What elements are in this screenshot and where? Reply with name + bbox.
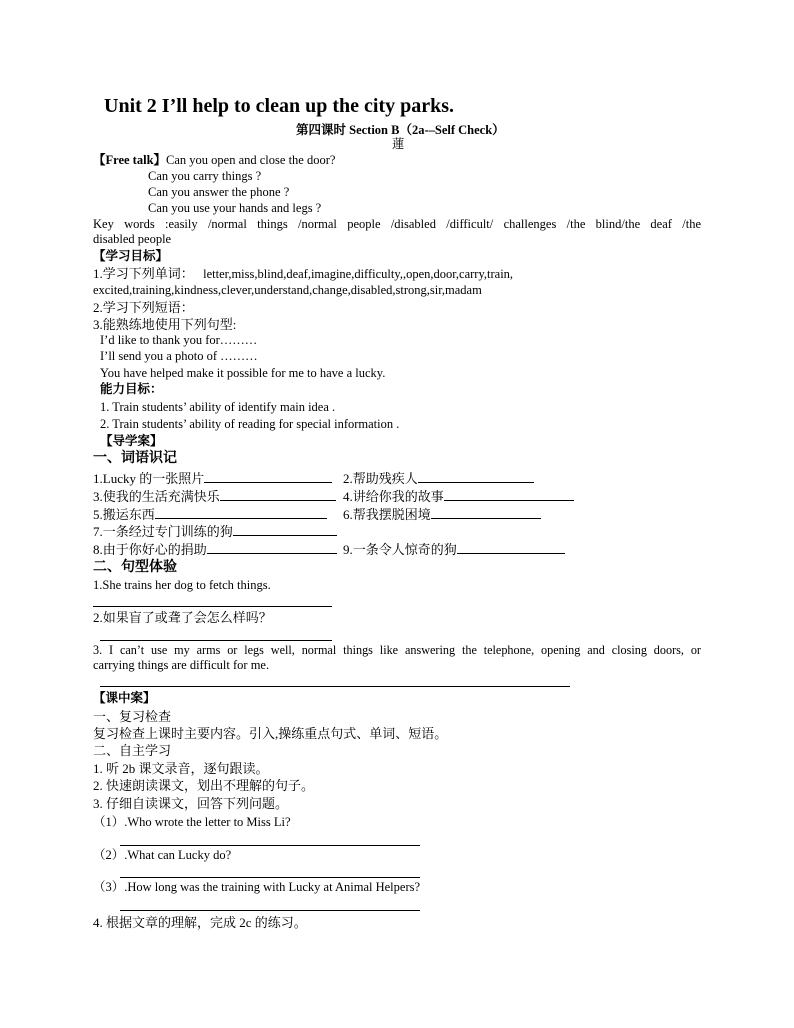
free-talk-label: 【Free talk】 — [93, 153, 167, 167]
objective-3: 3.能熟练地使用下列句型: — [93, 317, 237, 332]
answer-blank[interactable] — [457, 541, 565, 554]
vocab-item-8: 8.由于你好心的捐助 — [93, 541, 337, 557]
objectives-header: 【学习目标】 — [93, 249, 169, 263]
answer-blank[interactable] — [431, 506, 541, 519]
pattern-3: You have helped make it possible for me to have a lucky. — [100, 366, 386, 380]
page-subtitle: 第四课时 Section B（2a-–Self Check） — [296, 123, 505, 137]
review-text: 复习检查上课时主要内容。引入,操练重点句式、单词、短语。 — [93, 726, 448, 741]
answer-blank[interactable] — [207, 541, 337, 554]
vocab-item-4: 4.讲给你我的故事 — [343, 488, 574, 504]
author-mark: 蓮 — [392, 137, 405, 151]
objective-1-words-a: letter,miss,blind,deaf,imagine,difficulty,,open,door,carry,train, — [203, 267, 514, 281]
pattern-2: I’ll send you a photo of ……… — [100, 349, 258, 363]
objective-1 — [93, 266, 513, 282]
answer-blank[interactable] — [233, 523, 337, 536]
sentence-item-3-line-1: 3. I can’t use my arms or legs well, normal things like answering the telephone, opening and closing doors, or — [93, 643, 701, 657]
answer-blank[interactable] — [444, 488, 574, 501]
study-step-2: 2. 快速朗读课文，划出不理解的句子。 — [93, 778, 315, 793]
free-talk-question-1: Can you open and close the door? — [166, 153, 336, 167]
keywords-line-1: Key words :easily /normal things /normal people /disabled /difficult/ challenges /the blind/the deaf /the — [93, 217, 701, 231]
vocab-item-6: 6.帮我摆脱困境 — [343, 506, 541, 522]
sentence-item-3-line-2: carrying things are difficult for me. — [93, 658, 270, 672]
review-header: 一、复习检查 — [93, 709, 172, 724]
study-step-3: 3. 仔细自读课文，回答下列问题。 — [93, 796, 289, 811]
reading-question-1: （1）.Who wrote the letter to Miss Li? — [93, 815, 291, 829]
vocab-item-2: 2.帮助残疾人 — [343, 470, 534, 486]
answer-line[interactable] — [100, 640, 332, 641]
vocab-item-1: 1.Lucky 的一张照片 — [93, 470, 332, 486]
answer-line[interactable] — [120, 877, 420, 878]
lesson-header: 【课中案】 — [93, 691, 156, 705]
answer-blank[interactable] — [155, 506, 327, 519]
answer-line[interactable] — [120, 910, 420, 911]
objective-1-label: 1.学习下列单词： — [93, 266, 194, 281]
reading-question-3: （3）.How long was the training with Lucky at Animal Helpers? — [93, 880, 421, 894]
answer-blank[interactable] — [204, 470, 332, 483]
keywords-line-2: disabled people — [93, 232, 172, 246]
sentence-section-header: 二、句型体验 — [93, 560, 177, 575]
answer-blank[interactable] — [418, 470, 534, 483]
study-step-1: 1. 听 2b 课文录音，逐句跟读。 — [93, 761, 269, 776]
vocab-section-header: 一、词语识记 — [93, 451, 177, 466]
answer-line[interactable] — [120, 845, 420, 846]
page-title: Unit 2 I’ll help to clean up the city parks. — [104, 95, 455, 117]
vocab-item-3: 3.使我的生活充满快乐 — [93, 488, 336, 504]
vocab-item-7: 7.一条经过专门训练的狗 — [93, 523, 337, 539]
ability-2: 2. Train students’ ability of reading for special information . — [100, 417, 400, 431]
sentence-item-1: 1.She trains her dog to fetch things. — [93, 578, 271, 592]
guide-header: 【导学案】 — [100, 434, 163, 448]
vocab-item-9: 9.一条令人惊奇的狗 — [343, 541, 565, 557]
reading-question-2: （2）.What can Lucky do? — [93, 848, 232, 862]
self-study-header: 二、自主学习 — [93, 743, 172, 758]
free-talk-question-3: Can you answer the phone ? — [148, 185, 290, 199]
pattern-1: I’d like to thank you for……… — [100, 333, 258, 347]
sentence-item-2: 2.如果盲了或聋了会怎么样吗？ — [93, 610, 272, 625]
objective-2: 2.学习下列短语： — [93, 300, 194, 315]
ability-header: 能力目标： — [100, 382, 163, 396]
free-talk-question-2: Can you carry things ? — [148, 169, 262, 183]
free-talk-line-1 — [93, 153, 335, 168]
answer-blank[interactable] — [220, 488, 336, 501]
ability-1: 1. Train students’ ability of identify main idea . — [100, 400, 336, 414]
study-step-4: 4. 根据文章的理解，完成 2c 的练习。 — [93, 915, 307, 930]
free-talk-question-4: Can you use your hands and legs ? — [148, 201, 322, 215]
vocab-item-5: 5.搬运东西 — [93, 506, 327, 522]
answer-line[interactable] — [93, 606, 332, 607]
answer-line[interactable] — [100, 686, 570, 687]
objective-1-words-b: excited,training,kindness,clever,understand,change,disabled,strong,sir,madam — [93, 283, 482, 297]
